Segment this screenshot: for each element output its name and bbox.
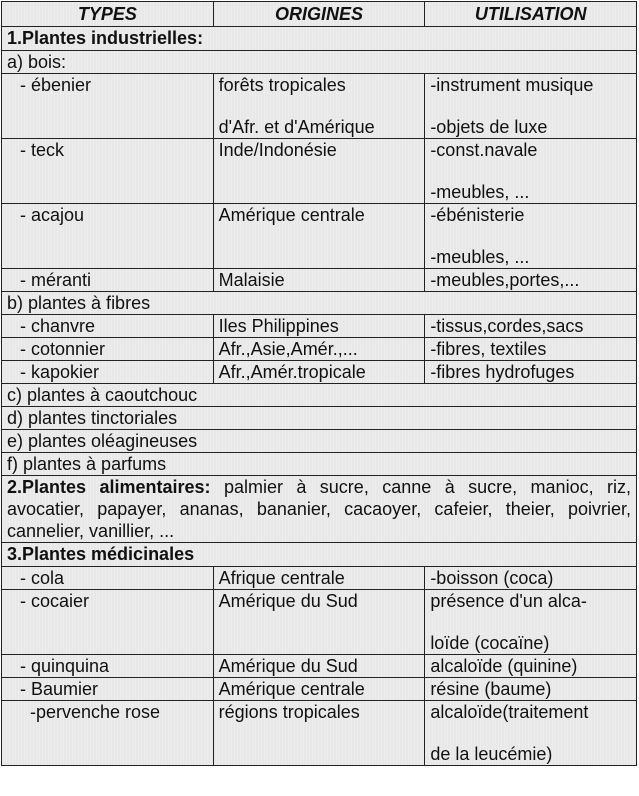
use-cell: -tissus,cordes,sacs <box>425 315 637 338</box>
use-cell <box>425 74 637 139</box>
sub-bois <box>2 51 637 74</box>
subcategory: b) plantes à fibres <box>2 292 637 315</box>
origin-cell: Amérique du Sud <box>213 590 425 655</box>
food-cell <box>2 476 637 543</box>
use-cell: -fibres, textiles <box>425 338 637 361</box>
header-utilisation: UTILISATION <box>425 2 637 27</box>
table-row <box>2 338 637 361</box>
sub-caoutchouc <box>2 384 637 407</box>
origin-line: forêts tropicales <box>218 75 346 95</box>
use-line: -const.navale <box>430 140 538 160</box>
header-types: TYPES <box>2 2 214 27</box>
origin-cell <box>213 74 425 139</box>
origin-cell: Malaisie <box>213 269 425 292</box>
type-cell: - ébenier <box>2 74 214 139</box>
type-cell: - teck <box>2 139 214 204</box>
origin-cell: Afr.,Amér.tropicale <box>213 361 425 384</box>
use-line: -meubles, ... <box>430 182 530 202</box>
use-cell: -boisson (coca) <box>425 567 637 590</box>
sub-fibres <box>2 292 637 315</box>
use-cell <box>425 204 637 269</box>
origin-cell: Iles Philippines <box>213 315 425 338</box>
type-cell: - Baumier <box>2 678 214 701</box>
origin-cell: Inde/Indonésie <box>213 139 425 204</box>
use-cell <box>425 590 637 655</box>
use-line: -meubles, ... <box>430 247 530 267</box>
table-row <box>2 567 637 590</box>
type-cell: - kapokier <box>2 361 214 384</box>
subcategory: a) bois: <box>2 51 637 74</box>
table-row <box>2 204 637 269</box>
subcategory: e) plantes oléagineuses <box>2 430 637 453</box>
plants-table <box>1 1 637 766</box>
origin-cell: régions tropicales <box>213 701 425 766</box>
use-cell: alcaloïde (quinine) <box>425 655 637 678</box>
table-row <box>2 590 637 655</box>
use-cell: résine (baume) <box>425 678 637 701</box>
use-line: présence d'un alca- <box>430 591 587 611</box>
table-row <box>2 74 637 139</box>
section-medicinal <box>2 543 637 567</box>
type-cell: - chanvre <box>2 315 214 338</box>
use-cell <box>425 139 637 204</box>
table-row <box>2 361 637 384</box>
use-line: alcaloïde(traitement <box>430 702 589 722</box>
use-line: de la leucémie) <box>430 744 553 764</box>
type-cell: - cola <box>2 567 214 590</box>
table-row <box>2 678 637 701</box>
origin-cell: Amérique du Sud <box>213 655 425 678</box>
use-line: -instrument musique <box>430 75 594 95</box>
use-line: loïde (cocaïne) <box>430 633 550 653</box>
subcategory: f) plantes à parfums <box>2 453 637 476</box>
sub-oleagineuses <box>2 430 637 453</box>
type-cell: - cotonnier <box>2 338 214 361</box>
table-row <box>2 701 637 766</box>
type-cell: -pervenche rose <box>2 701 214 766</box>
header-row <box>2 2 637 27</box>
type-cell: - méranti <box>2 269 214 292</box>
table-row <box>2 315 637 338</box>
header-origines: ORIGINES <box>213 2 425 27</box>
use-cell <box>425 701 637 766</box>
section-title: 2.Plantes alimentaires: <box>7 477 211 497</box>
section-title: 1.Plantes industrielles: <box>2 27 637 51</box>
use-cell: -meubles,portes,... <box>425 269 637 292</box>
table-row <box>2 269 637 292</box>
type-cell: - quinquina <box>2 655 214 678</box>
use-line: -objets de luxe <box>430 117 548 137</box>
table-row <box>2 139 637 204</box>
section-food <box>2 476 637 543</box>
sub-tinctoriales <box>2 407 637 430</box>
use-cell: -fibres hydrofuges <box>425 361 637 384</box>
type-cell: - acajou <box>2 204 214 269</box>
table-row <box>2 655 637 678</box>
origin-cell: Amérique centrale <box>213 204 425 269</box>
origin-cell: Afrique centrale <box>213 567 425 590</box>
origin-cell: Amérique centrale <box>213 678 425 701</box>
use-line: -ébénisterie <box>430 205 525 225</box>
subcategory: d) plantes tinctoriales <box>2 407 637 430</box>
section-industrial <box>2 27 637 51</box>
type-cell: - cocaier <box>2 590 214 655</box>
food-list: palmier à sucre, canne à sucre, manioc, riz, avocatier, papayer, ananas, bananier, cacaoyer, cafeier, theier, poivrier, cannelier, vanillier, ... <box>7 477 631 541</box>
section-title: 3.Plantes médicinales <box>2 543 637 567</box>
subcategory: c) plantes à caoutchouc <box>2 384 637 407</box>
sub-parfums <box>2 453 637 476</box>
origin-line: d'Afr. et d'Amérique <box>218 117 375 137</box>
origin-cell: Afr.,Asie,Amér.,... <box>213 338 425 361</box>
